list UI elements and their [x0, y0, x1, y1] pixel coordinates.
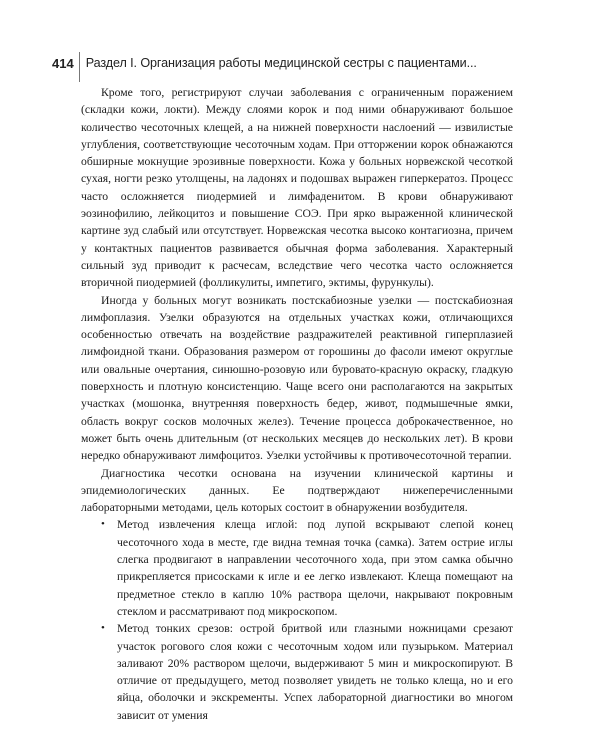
- paragraph-norwegian-scabies: Кроме того, регистрируют случаи заболевания с ограниченным поражением (складки кожи, локти). Между слоями корок и под ними обнаруживают большое количество чесоточных клещей, а на нижней поверхности наслоений — извилистые углубления, соответствующие чесоточным ходам. При отторжении корок обнажаются обширные мокнущие эрозивные поверхности. Кожа у больных норвежской чесоткой сухая, ногти резко утолщены, на ладонях и подошвах выражен гиперкератоз. Процесс часто осложняется пиодермией и лимфаденитом. В крови обнаруживают эозинофилию, лейкоцитоз и повышение СОЭ. При ярко выраженной клинической картине зуд слабый или отсутствует. Норвежская чесотка высоко контагиозна, причем у контактных пациентов развивается обычная форма заболевания. Характерный сильный зуд приводит к расчесам, вследствие чего чесотка часто осложняется вторичной пиодермией (фолликулиты, импетиго, эктимы, фурункулы).: [81, 86, 513, 290]
- running-header: [52, 52, 552, 74]
- list-item: [81, 620, 513, 724]
- bullet-icon: •: [101, 622, 105, 635]
- header-divider: [79, 52, 80, 82]
- page-number: 414: [52, 55, 74, 71]
- bullet-icon: •: [101, 518, 105, 531]
- diagnostic-methods-list: [81, 516, 513, 724]
- list-item-text: Метод тонких срезов: острой бритвой или глазными ножницами срезают участок рогового слоя кожи с чесоточным ходом или пузырьком. Материал заливают 20% раствором щелочи, выдерживают 5 мин и микроскопируют. В отличие от предыдущего, метод позволяет увидеть не только клеща, но и его яйца, оболочки и экскременты. Успех лабораторной диагностики во многом зависит от умения: [117, 622, 513, 722]
- paragraph-diagnostics: Диагностика чесотки основана на изучении клинической картины и эпидемиологических данных. Ее подтверждают нижеперечисленными лабораторными методами, цель которых состоит в обнаружении возбудителя.: [81, 466, 513, 515]
- section-title: Раздел I. Организация работы медицинской сестры с пациентами...: [85, 56, 477, 70]
- list-item-text: Метод извлечения клеща иглой: под лупой вскрывают слепой конец чесоточного хода в месте, где видна темная точка (самка). Затем острие иглы слегка продвигают в направлении чесоточного хода, при этом самка обычно прикрепляется присосками к игле и ее легко извлекают. Клеща помещают на предметное стекло в каплю 10% раствора щелочи, накрывают покровным стеклом и рассматривают под микроскопом.: [117, 518, 513, 618]
- body-text: [81, 84, 513, 724]
- paragraph-postscabious-nodules: Иногда у больных могут возникать постскабиозные узелки — постскабиозная лимфоплазия. Узелки образуются на отдельных участках кожи, отличающихся особенностью отвечать на воздействие раздражителей реактивной гиперплазией лимфоидной ткани. Образования размером от горошины до фасоли имеют округлые или овальные очертания, синюшно-розовую или буровато-красную окраску, гладкую поверхность и плотную консистенцию. Чаще всего они располагаются на закрытых участках (мошонка, внутренняя поверхность бедер, живот, подмышечные ямки, область вокруг сосков молочных желез). Течение процесса доброкачественное, но может быть очень длительным (от нескольких месяцев до нескольких лет). В крови нередко обнаруживают лимфоцитоз. Узелки устойчивы к противочесоточной терапии.: [81, 293, 513, 463]
- list-item: [81, 516, 513, 620]
